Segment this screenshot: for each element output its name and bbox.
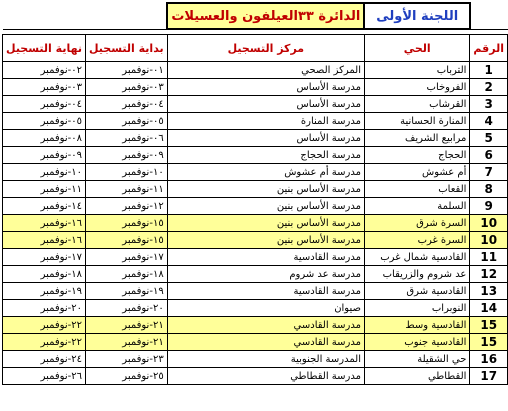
table-row-highlighted [3,215,508,232]
district-cell[interactable]: الترباب [364,62,469,79]
district-cell[interactable]: السرة شرق [364,215,469,232]
center-cell[interactable]: مدرسة القادسي [167,317,364,334]
district-cell[interactable]: القادسية جنوب [364,334,469,351]
center-cell[interactable]: مدرسة الأساس بنين [167,232,364,249]
start-date-cell[interactable]: ٠٥-نوفمبر [85,113,167,130]
start-date-cell[interactable]: ٠١-نوفمبر [85,62,167,79]
number-cell[interactable]: 11 [470,249,508,266]
circle-title[interactable]: الدائرة ٣٣العيلفون والعسيلات [167,3,364,29]
number-cell[interactable]: 6 [470,147,508,164]
table-row [3,300,508,317]
start-date-cell[interactable]: ٠٣-نوفمبر [85,79,167,96]
start-date-cell[interactable]: ١٠-نوفمبر [85,164,167,181]
number-cell[interactable]: 7 [470,164,508,181]
end-date-cell[interactable]: ٢٢-نوفمبر [3,317,86,334]
header-district[interactable]: الحي [364,35,469,62]
district-cell[interactable]: السلمة [364,198,469,215]
table-row [3,147,508,164]
number-cell[interactable]: 2 [470,79,508,96]
district-cell[interactable]: الحجاج [364,147,469,164]
start-date-cell[interactable]: ١٥-نوفمبر [85,232,167,249]
header-number[interactable]: الرقم [470,35,508,62]
number-cell[interactable]: 16 [470,351,508,368]
table-row [3,130,508,147]
end-date-cell[interactable]: ٠٣-نوفمبر [3,79,86,96]
start-date-cell[interactable]: ٢٥-نوفمبر [85,368,167,385]
start-date-cell[interactable]: ١٢-نوفمبر [85,198,167,215]
center-cell[interactable]: مدرسة الأساس بنين [167,198,364,215]
number-cell[interactable]: 5 [470,130,508,147]
table-body [3,62,508,385]
table-row [3,62,508,79]
district-cell[interactable]: حي الشقيلة [364,351,469,368]
district-cell[interactable]: القرشاب [364,96,469,113]
end-date-cell[interactable]: ٢٦-نوفمبر [3,368,86,385]
number-cell[interactable]: 13 [470,283,508,300]
center-cell[interactable]: مدرسة القطاطي [167,368,364,385]
number-cell[interactable]: 14 [470,300,508,317]
table-row [3,113,508,130]
table-row [3,249,508,266]
center-cell[interactable]: مدرسة القادسية [167,249,364,266]
district-cell[interactable]: عد شروم والزريقاب [364,266,469,283]
number-cell[interactable]: 8 [470,181,508,198]
center-cell[interactable]: مدرسة الأساس [167,96,364,113]
table-row [3,96,508,113]
end-date-cell[interactable]: ٠٩-نوفمبر [3,147,86,164]
end-date-cell[interactable]: ٢٠-نوفمبر [3,300,86,317]
table-row [3,351,508,368]
number-cell[interactable]: 9 [470,198,508,215]
number-cell[interactable]: 15 [470,334,508,351]
header-start-date[interactable]: بداية التسجيل [85,35,167,62]
district-cell[interactable]: القطاطي [364,368,469,385]
number-cell[interactable]: 12 [470,266,508,283]
district-cell[interactable]: المنارة الحسانية [364,113,469,130]
number-cell[interactable]: 1 [470,62,508,79]
table-row [3,164,508,181]
table-row [3,283,508,300]
end-date-cell[interactable]: ٢٤-نوفمبر [3,351,86,368]
table-row [3,79,508,96]
start-date-cell[interactable]: ٢٠-نوفمبر [85,300,167,317]
table-row-highlighted [3,232,508,249]
number-cell[interactable]: 10 [470,215,508,232]
district-cell[interactable]: السرة غرب [364,232,469,249]
table-row-highlighted [3,317,508,334]
center-cell[interactable]: مدرسة الأساس [167,130,364,147]
center-cell[interactable]: مدرسة عد شروم [167,266,364,283]
committee-title[interactable]: اللجنة الأولى [364,3,469,29]
table-row-highlighted [3,334,508,351]
number-cell[interactable]: 15 [470,317,508,334]
start-date-cell[interactable]: ٠٩-نوفمبر [85,147,167,164]
center-cell[interactable]: مدرسة الأساس بنين [167,181,364,198]
column-header-row [3,35,508,62]
center-cell[interactable]: مدرسة القادسية [167,283,364,300]
start-date-cell[interactable]: ٢١-نوفمبر [85,317,167,334]
end-date-cell[interactable]: ٠٨-نوفمبر [3,130,86,147]
table-row [3,181,508,198]
center-cell[interactable]: مدرسة أم عشوش [167,164,364,181]
end-date-cell[interactable]: ١٩-نوفمبر [3,283,86,300]
number-cell[interactable]: 10 [470,232,508,249]
center-cell[interactable]: مدرسة الحجاج [167,147,364,164]
end-date-cell[interactable]: ٠٢-نوفمبر [3,62,86,79]
table-row [3,198,508,215]
end-date-cell[interactable]: ١٦-نوفمبر [3,215,86,232]
start-date-cell[interactable]: ٠٦-نوفمبر [85,130,167,147]
center-cell[interactable]: المدرسة الجنوبية [167,351,364,368]
table-row [3,266,508,283]
start-date-cell[interactable]: ١٨-نوفمبر [85,266,167,283]
end-date-cell[interactable]: ١٦-نوفمبر [3,232,86,249]
center-cell[interactable]: مدرسة الأساس بنين [167,215,364,232]
district-cell[interactable]: الفروخاب [364,79,469,96]
empty-cell [3,3,86,29]
title-row [3,3,508,29]
district-cell[interactable]: القادسية شرق [364,283,469,300]
center-cell[interactable]: مدرسة القادسي [167,334,364,351]
end-date-cell[interactable]: ١٤-نوفمبر [3,198,86,215]
number-cell[interactable]: 17 [470,368,508,385]
end-date-cell[interactable]: ١١-نوفمبر [3,181,86,198]
start-date-cell[interactable]: ٢٣-نوفمبر [85,351,167,368]
start-date-cell[interactable]: ١٥-نوفمبر [85,215,167,232]
district-cell[interactable]: أم عشوش [364,164,469,181]
district-cell[interactable]: القعاب [364,181,469,198]
registration-table [2,2,508,385]
center-cell[interactable]: صيوان [167,300,364,317]
start-date-cell[interactable]: ٢١-نوفمبر [85,334,167,351]
header-center[interactable]: مركز التسجيل [167,35,364,62]
district-cell[interactable]: القادسية وسط [364,317,469,334]
end-date-cell[interactable]: ٠٤-نوفمبر [3,96,86,113]
start-date-cell[interactable]: ١٧-نوفمبر [85,249,167,266]
table-row [3,368,508,385]
district-cell[interactable]: مرابيع الشريف [364,130,469,147]
end-date-cell[interactable]: ١٧-نوفمبر [3,249,86,266]
end-date-cell[interactable]: ٠٥-نوفمبر [3,113,86,130]
end-date-cell[interactable]: ٢٢-نوفمبر [3,334,86,351]
empty-cell [470,3,508,29]
number-cell[interactable]: 4 [470,113,508,130]
district-cell[interactable]: النوبراب [364,300,469,317]
start-date-cell[interactable]: ١٩-نوفمبر [85,283,167,300]
center-cell[interactable]: مدرسة الأساس [167,79,364,96]
end-date-cell[interactable]: ١٨-نوفمبر [3,266,86,283]
district-cell[interactable]: القادسية شمال غرب [364,249,469,266]
number-cell[interactable]: 3 [470,96,508,113]
start-date-cell[interactable]: ٠٤-نوفمبر [85,96,167,113]
center-cell[interactable]: مدرسة المنارة [167,113,364,130]
start-date-cell[interactable]: ١١-نوفمبر [85,181,167,198]
empty-cell [85,3,167,29]
end-date-cell[interactable]: ١٠-نوفمبر [3,164,86,181]
header-end-date[interactable]: نهاية التسجيل [3,35,86,62]
center-cell[interactable]: المركز الصحي [167,62,364,79]
